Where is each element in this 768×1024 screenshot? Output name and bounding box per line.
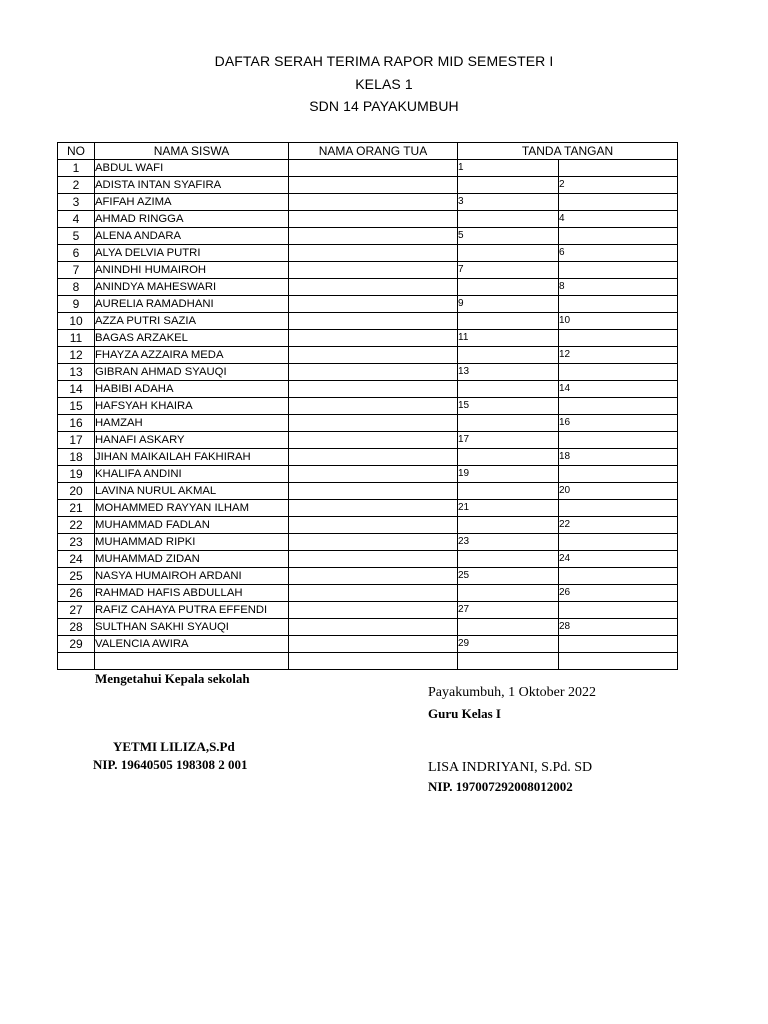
signature-left-cell: 17 [458,432,559,449]
parent-name-cell [289,364,458,381]
signature-right-cell [559,653,678,670]
parent-name-cell [289,211,458,228]
signature-left-cell: 9 [458,296,559,313]
roster-table [57,142,678,670]
signature-left-cell: 27 [458,602,559,619]
signature-right-cell [559,160,678,177]
table-row [58,211,678,228]
row-number-cell: 27 [58,602,95,619]
student-name-cell: KHALIFA ANDINI [95,466,289,483]
row-number-cell: 1 [58,160,95,177]
signature-right-cell: 18 [559,449,678,466]
student-name-cell: ABDUL WAFI [95,160,289,177]
parent-name-cell [289,466,458,483]
row-number-cell: 17 [58,432,95,449]
signature-left-cell [458,347,559,364]
row-number-cell: 7 [58,262,95,279]
header-signature: TANDA TANGAN [458,143,678,160]
table-row [58,449,678,466]
row-number-cell: 24 [58,551,95,568]
signature-right-cell [559,262,678,279]
signature-left-cell [458,449,559,466]
parent-name-cell [289,347,458,364]
parent-name-cell [289,262,458,279]
parent-name-cell [289,568,458,585]
row-number-cell: 23 [58,534,95,551]
table-row [58,296,678,313]
student-name-cell: RAFIZ CAHAYA PUTRA EFFENDI [95,602,289,619]
signature-left-cell [458,415,559,432]
row-number-cell: 22 [58,517,95,534]
row-number-cell: 2 [58,177,95,194]
signature-right-cell [559,296,678,313]
signature-left-cell: 19 [458,466,559,483]
parent-name-cell [289,398,458,415]
signature-right-cell: 14 [559,381,678,398]
signature-left-cell: 3 [458,194,559,211]
row-number-cell: 6 [58,245,95,262]
header-parent-name: NAMA ORANG TUA [289,143,458,160]
student-name-cell: JIHAN MAIKAILAH FAKHIRAH [95,449,289,466]
signature-left-cell [458,279,559,296]
table-row [58,228,678,245]
signature-right-cell: 20 [559,483,678,500]
student-name-cell: AHMAD RINGGA [95,211,289,228]
table-row [58,585,678,602]
signature-left-cell: 15 [458,398,559,415]
table-row [58,347,678,364]
parent-name-cell [289,432,458,449]
row-number-cell: 16 [58,415,95,432]
row-number-cell: 20 [58,483,95,500]
student-name-cell: ADISTA INTAN SYAFIRA [95,177,289,194]
signature-right-cell: 6 [559,245,678,262]
document-title: DAFTAR SERAH TERIMA RAPOR MID SEMESTER I [214,53,554,69]
row-number-cell: 4 [58,211,95,228]
parent-name-cell [289,500,458,517]
parent-name-cell [289,313,458,330]
row-number-cell [58,653,95,670]
row-number-cell: 5 [58,228,95,245]
signature-left-cell [458,585,559,602]
student-name-cell: FHAYZA AZZAIRA MEDA [95,347,289,364]
signature-right-cell: 24 [559,551,678,568]
table-header-row [58,143,678,160]
table-row [58,466,678,483]
teacher-nip: NIP. 197007292008012002 [428,779,573,794]
table-row [58,619,678,636]
table-row [58,364,678,381]
signature-right-cell [559,534,678,551]
school-name: SDN 14 PAYAKUMBUH [309,98,459,114]
student-name-cell: NASYA HUMAIROH ARDANI [95,568,289,585]
signature-right-cell [559,228,678,245]
signature-left-cell: 25 [458,568,559,585]
signature-right-cell: 10 [559,313,678,330]
student-name-cell: AFIFAH AZIMA [95,194,289,211]
row-number-cell: 3 [58,194,95,211]
table-row [58,279,678,296]
row-number-cell: 29 [58,636,95,653]
signature-left-cell: 5 [458,228,559,245]
student-name-cell: ANINDHI HUMAIROH [95,262,289,279]
signature-right-cell [559,194,678,211]
place-and-date: Payakumbuh, 1 Oktober 2022 [428,685,596,700]
student-name-cell: RAHMAD HAFIS ABDULLAH [95,585,289,602]
acknowledgement-label: Mengetahui Kepala sekolah [95,671,250,686]
signature-right-cell: 4 [559,211,678,228]
parent-name-cell [289,245,458,262]
table-row [58,262,678,279]
signature-left-cell: 13 [458,364,559,381]
signature-right-cell [559,466,678,483]
row-number-cell: 10 [58,313,95,330]
signature-right-cell: 22 [559,517,678,534]
signature-left-cell: 29 [458,636,559,653]
table-row [58,381,678,398]
signature-left-cell [458,313,559,330]
table-row [58,602,678,619]
signature-left-cell: 11 [458,330,559,347]
teacher-name: LISA INDRIYANI, S.Pd. SD [428,760,593,775]
teacher-role: Guru Kelas I [428,706,501,721]
table-row [58,398,678,415]
header-student-name: NAMA SISWA [95,143,289,160]
student-name-cell: ANINDYA MAHESWARI [95,279,289,296]
row-number-cell: 11 [58,330,95,347]
signature-left-cell [458,653,559,670]
signature-left-cell [458,381,559,398]
row-number-cell: 12 [58,347,95,364]
parent-name-cell [289,483,458,500]
signature-right-cell [559,330,678,347]
parent-name-cell [289,517,458,534]
student-name-cell: MUHAMMAD FADLAN [95,517,289,534]
signature-right-cell: 28 [559,619,678,636]
student-name-cell: HANAFI ASKARY [95,432,289,449]
signature-right-cell [559,500,678,517]
signature-left-cell: 23 [458,534,559,551]
signature-right-cell: 8 [559,279,678,296]
signature-right-cell [559,364,678,381]
signature-right-cell: 16 [559,415,678,432]
signature-right-cell [559,636,678,653]
signature-left-cell: 7 [458,262,559,279]
class-label: KELAS 1 [355,76,413,92]
parent-name-cell [289,653,458,670]
signature-left-cell [458,483,559,500]
table-row [58,177,678,194]
row-number-cell: 21 [58,500,95,517]
parent-name-cell [289,160,458,177]
parent-name-cell [289,296,458,313]
student-name-cell: ALENA ANDARA [95,228,289,245]
table-row [58,551,678,568]
row-number-cell: 19 [58,466,95,483]
header-no: NO [58,143,95,160]
row-number-cell: 9 [58,296,95,313]
signature-right-cell: 2 [559,177,678,194]
row-number-cell: 13 [58,364,95,381]
student-name-cell: SULTHAN SAKHI SYAUQI [95,619,289,636]
row-number-cell: 26 [58,585,95,602]
signature-left-cell [458,517,559,534]
signature-left-cell [458,177,559,194]
row-number-cell: 14 [58,381,95,398]
student-name-cell: LAVINA NURUL AKMAL [95,483,289,500]
signature-left-cell [458,211,559,228]
signature-right-cell [559,568,678,585]
student-name-cell: VALENCIA AWIRA [95,636,289,653]
row-number-cell: 28 [58,619,95,636]
signature-left-cell [458,551,559,568]
parent-name-cell [289,619,458,636]
table-row [58,245,678,262]
parent-name-cell [289,330,458,347]
student-name-cell: MUHAMMAD ZIDAN [95,551,289,568]
principal-name: YETMI LILIZA,S.Pd [113,739,235,754]
signature-left-cell [458,245,559,262]
parent-name-cell [289,602,458,619]
table-row [58,415,678,432]
signature-left-cell: 1 [458,160,559,177]
signature-right-cell [559,432,678,449]
student-name-cell: HAMZAH [95,415,289,432]
table-row [58,194,678,211]
table-row [58,653,678,670]
table-body [58,160,678,670]
signature-right-cell: 12 [559,347,678,364]
table-row [58,313,678,330]
table-row [58,160,678,177]
student-name-cell: AZZA PUTRI SAZIA [95,313,289,330]
student-name-cell: MUHAMMAD RIPKI [95,534,289,551]
parent-name-cell [289,415,458,432]
row-number-cell: 25 [58,568,95,585]
student-name-cell [95,653,289,670]
parent-name-cell [289,551,458,568]
parent-name-cell [289,534,458,551]
signature-right-cell: 26 [559,585,678,602]
signature-left-cell [458,619,559,636]
row-number-cell: 8 [58,279,95,296]
table-row [58,483,678,500]
parent-name-cell [289,636,458,653]
table-row [58,500,678,517]
parent-name-cell [289,177,458,194]
parent-name-cell [289,449,458,466]
student-name-cell: AURELIA RAMADHANI [95,296,289,313]
parent-name-cell [289,585,458,602]
student-name-cell: MOHAMMED RAYYAN ILHAM [95,500,289,517]
student-name-cell: BAGAS ARZAKEL [95,330,289,347]
table-row [58,568,678,585]
signature-right-cell [559,602,678,619]
table-row [58,534,678,551]
table-row [58,517,678,534]
row-number-cell: 18 [58,449,95,466]
table-row [58,636,678,653]
student-name-cell: GIBRAN AHMAD SYAUQI [95,364,289,381]
student-name-cell: ALYA DELVIA PUTRI [95,245,289,262]
parent-name-cell [289,228,458,245]
signature-left-cell: 21 [458,500,559,517]
student-name-cell: HAFSYAH KHAIRA [95,398,289,415]
row-number-cell: 15 [58,398,95,415]
parent-name-cell [289,279,458,296]
principal-nip: NIP. 19640505 198308 2 001 [93,757,248,772]
student-name-cell: HABIBI ADAHA [95,381,289,398]
signature-right-cell [559,398,678,415]
table-row [58,330,678,347]
table-row [58,432,678,449]
parent-name-cell [289,194,458,211]
parent-name-cell [289,381,458,398]
